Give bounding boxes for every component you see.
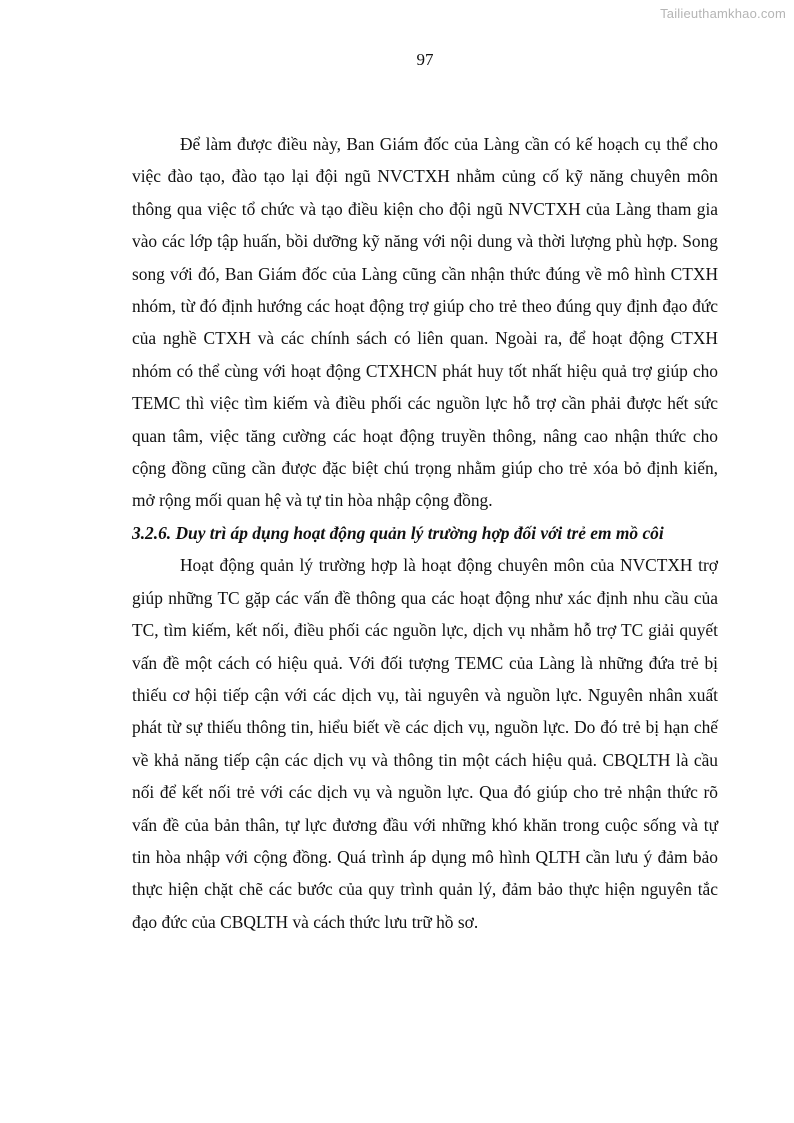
paragraph-1: Để làm được điều này, Ban Giám đốc của Làng cần có kế hoạch cụ thể cho việc đào tạo, đào tạo lại đội ngũ NVCTXH nhằm củng cố kỹ năng chuyên môn thông qua việc tổ chức và tạo điều kiện cho đội ngũ NVCTXH của Làng tham gia vào các lớp tập huấn, bồi dưỡng kỹ năng với nội dung và thời lượng phù hợp. Song song với đó, Ban Giám đốc của Làng cũng cần nhận thức đúng về mô hình CTXH nhóm, từ đó định hướng các hoạt động trợ giúp cho trẻ theo đúng quy định đạo đức của nghề CTXH và các chính sách có liên quan. Ngoài ra, để hoạt động CTXH nhóm có thể cùng với hoạt động CTXHCN phát huy tốt nhất hiệu quả trợ giúp cho TEMC thì việc tìm kiếm và điều phối các nguồn lực hỗ trợ cần phải được hết sức quan tâm, việc tăng cường các hoạt động truyền thông, nâng cao nhận thức cho cộng đồng cũng cần được đặc biệt chú trọng nhằm giúp cho trẻ xóa bỏ định kiến, mở rộng mối quan hệ và tự tin hòa nhập cộng đồng. <box>132 134 718 511</box>
paragraph-2: Hoạt động quản lý trường hợp là hoạt động chuyên môn của NVCTXH trợ giúp những TC gặp các vấn đề thông qua các hoạt động như xác định nhu cầu của TC, tìm kiếm, kết nối, điều phối các nguồn lực, dịch vụ nhằm hỗ trợ TC giải quyết vấn đề một cách có hiệu quả. Với đối tượng TEMC của Làng là những đứa trẻ bị thiếu cơ hội tiếp cận với các dịch vụ, tài nguyên và nguồn lực. Nguyên nhân xuất phát từ sự thiếu thông tin, hiểu biết về các dịch vụ, nguồn lực. Do đó trẻ bị hạn chế về khả năng tiếp cận các dịch vụ và thông tin một cách hiệu quả. CBQLTH là cầu nối để kết nối trẻ với các dịch vụ và nguồn lực. Qua đó giúp cho trẻ nhận thức rõ vấn đề của bản thân, tự lực đương đầu với những khó khăn trong cuộc sống và tự tin hòa nhập với cộng đồng. Quá trình áp dụng mô hình QLTH cần lưu ý đảm bảo thực hiện chặt chẽ các bước của quy trình quản lý, đảm bảo thực hiện nguyên tắc đạo đức của CBQLTH và cách thức lưu trữ hồ sơ. <box>132 555 718 932</box>
section-heading: 3.2.6. Duy trì áp dụng hoạt động quản lý trường hợp đối với trẻ em mồ côi <box>132 522 664 543</box>
watermark: Tailieuthamkhao.com <box>660 6 786 21</box>
page-number: 97 <box>416 50 434 69</box>
document-body <box>132 128 718 938</box>
